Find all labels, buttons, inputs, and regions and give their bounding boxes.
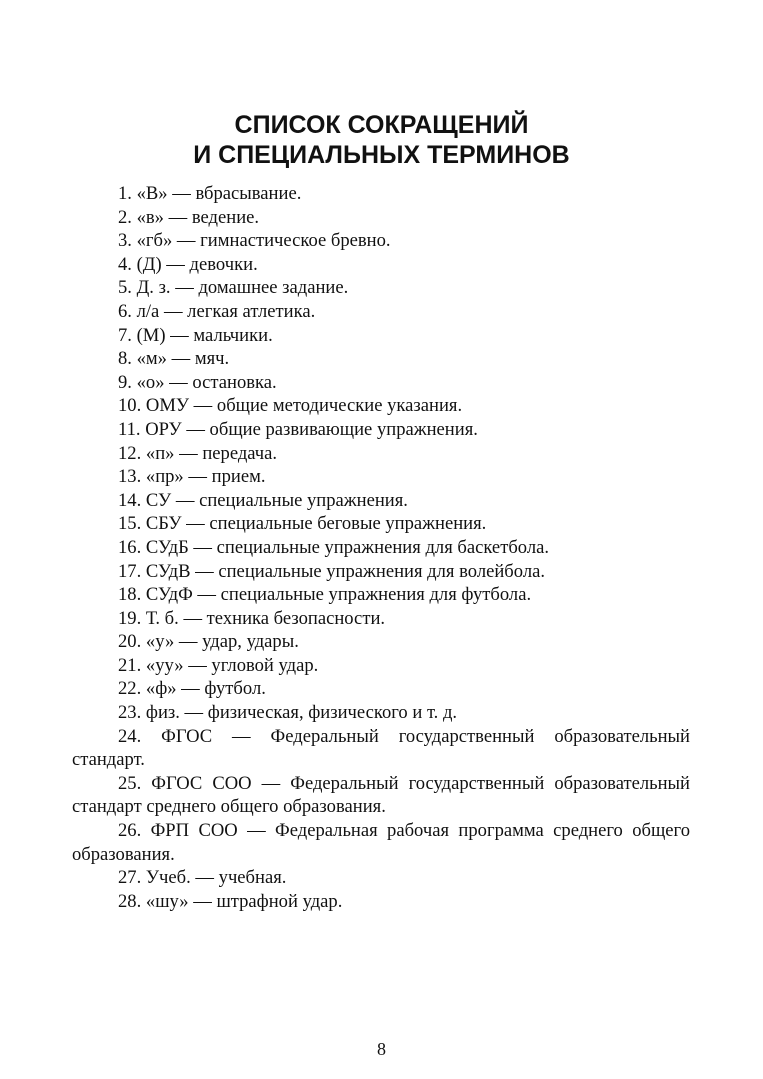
list-item: 10. ОМУ — общие методические указания. [118, 395, 463, 417]
list-item: 18. СУдФ — специальные упражнения для футбола. [118, 584, 532, 606]
list-item: 19. Т. б. — техника безопасности. [118, 607, 386, 629]
page-title-line-2: И СПЕЦИАЛЬНЫХ ТЕРМИНОВ [193, 141, 570, 169]
list-item: 15. СБУ — специальные беговые упражнения. [118, 513, 487, 535]
list-item: 1. «В» — вбрасывание. [118, 183, 302, 204]
list-item: 14. СУ — специальные упражнения. [118, 489, 408, 511]
list-item: 23. физ. — физическая, физического и т. д. [118, 702, 458, 724]
list-item: 13. «пр» — прием. [118, 466, 266, 488]
list-item: 6. л/а — легкая атлетика. [118, 300, 316, 322]
list-item: 22. «ф» — футбол. [118, 678, 266, 700]
list-item: 4. (Д) — девочки. [118, 253, 258, 275]
list-item: 12. «п» — передача. [118, 442, 278, 464]
list-item: 17. СУдВ — специальные упражнения для волейбола. [118, 560, 546, 582]
list-item: 3. «гб» — гимнастическое бревно. [118, 230, 391, 252]
list-item: 9. «о» — остановка. [118, 371, 277, 393]
list-item: 11. ОРУ — общие развивающие упражнения. [118, 418, 478, 440]
list-item: 8. «м» — мяч. [118, 348, 230, 370]
list-item: 27. Учеб. — учебная. [118, 867, 287, 889]
list-item: 5. Д. з. — домашнее задание. [118, 277, 349, 299]
list-item: 25. ФГОС СОО — Федеральный государственный образовательный стандарт среднего общего образования. [72, 772, 690, 818]
list-item: 28. «шу» — штрафной удар. [118, 890, 343, 912]
page-number: 8 [377, 1039, 386, 1059]
list-item: 16. СУдБ — специальные упражнения для баскетбола. [118, 536, 550, 558]
page-title [0, 110, 763, 170]
list-item: 2. «в» — ведение. [118, 206, 260, 228]
list-item: 7. (М) — мальчики. [118, 324, 273, 346]
list-item: 26. ФРП СОО — Федеральная рабочая программа среднего общего образования. [72, 820, 690, 865]
list-item: 20. «у» — удар, удары. [118, 631, 299, 653]
list-item: 24. ФГОС — Федеральный государственный образовательный стандарт. [72, 725, 690, 771]
abbreviation-list [72, 182, 690, 913]
page-title-line-1: СПИСОК СОКРАЩЕНИЙ [234, 111, 529, 139]
list-item: 21. «уу» — угловой удар. [118, 654, 319, 676]
